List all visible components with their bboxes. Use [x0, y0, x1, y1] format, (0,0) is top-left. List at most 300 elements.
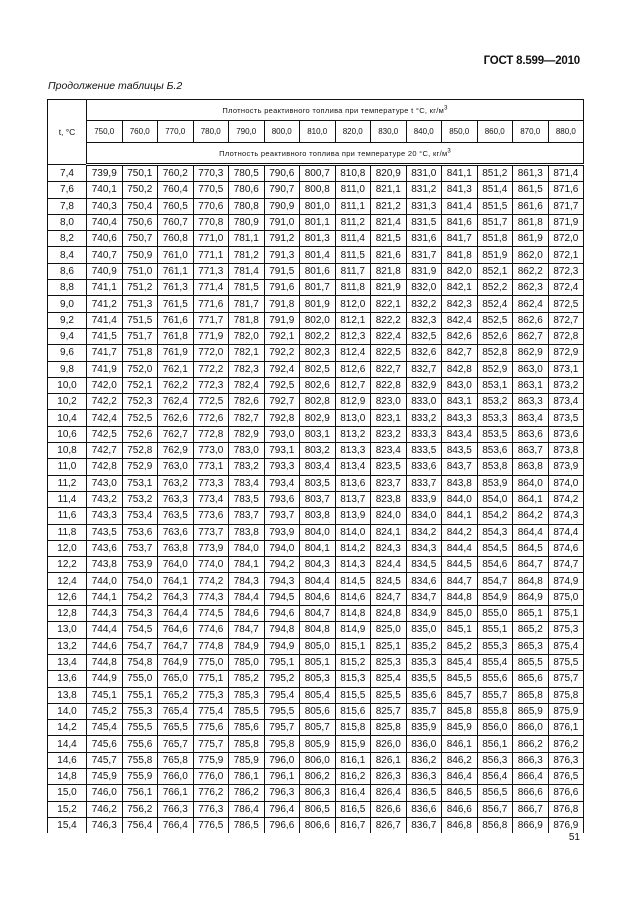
- density-cell: 841,6: [442, 214, 478, 230]
- table-row: [48, 165, 584, 182]
- density-cell: 741,1: [87, 280, 123, 296]
- density-cell: 811,1: [335, 198, 371, 214]
- density-cell: 740,1: [87, 182, 123, 198]
- density-cell: 823,4: [371, 443, 407, 459]
- density-cell: 764,7: [158, 638, 194, 654]
- density-cell: 843,4: [442, 426, 478, 442]
- density-cell: 802,3: [300, 345, 336, 361]
- temperature-cell: 7,6: [48, 182, 87, 198]
- density-cell: 811,4: [335, 231, 371, 247]
- density-cell: 790,6: [264, 165, 300, 182]
- density-cell: 740,4: [87, 214, 123, 230]
- top-span-header: [87, 100, 584, 121]
- density-cell: 861,9: [513, 231, 549, 247]
- density-cell: 770,6: [193, 198, 229, 214]
- density-cell: 845,4: [442, 654, 478, 670]
- density-cell: 793,6: [264, 491, 300, 507]
- density-cell: 792,1: [264, 328, 300, 344]
- density-cell: 796,6: [264, 817, 300, 833]
- density-cell: 842,8: [442, 361, 478, 377]
- density-cell: 834,2: [406, 524, 442, 540]
- density-cell: 802,8: [300, 394, 336, 410]
- density-cell: 835,7: [406, 703, 442, 719]
- density-cell: 753,1: [122, 475, 158, 491]
- density-cell: 851,7: [477, 214, 513, 230]
- density-cell: 843,0: [442, 377, 478, 393]
- density-cell: 783,5: [229, 491, 265, 507]
- density-cell: 844,1: [442, 508, 478, 524]
- density-cell: 846,4: [442, 768, 478, 784]
- density-cell: 824,0: [371, 508, 407, 524]
- density-cell: 763,3: [158, 491, 194, 507]
- density-cell: 755,3: [122, 703, 158, 719]
- temperature-cell: 13,0: [48, 622, 87, 638]
- density-cell: 831,9: [406, 263, 442, 279]
- density-cell: 846,5: [442, 785, 478, 801]
- density-cell: 823,7: [371, 475, 407, 491]
- density-cell: 742,5: [87, 426, 123, 442]
- density-cell: 855,8: [477, 703, 513, 719]
- density-cell: 745,4: [87, 720, 123, 736]
- density-cell: 775,6: [193, 720, 229, 736]
- density-cell: 866,6: [513, 785, 549, 801]
- density-cell: 774,8: [193, 638, 229, 654]
- density-cell: 764,6: [158, 622, 194, 638]
- density-cell: 793,1: [264, 443, 300, 459]
- density-cell: 876,5: [548, 768, 584, 784]
- density-cell: 876,2: [548, 736, 584, 752]
- density-cell: 783,7: [229, 508, 265, 524]
- density-cell: 825,4: [371, 671, 407, 687]
- density-cell: 791,2: [264, 231, 300, 247]
- density-cell: 755,0: [122, 671, 158, 687]
- density-cell: 851,4: [477, 182, 513, 198]
- density-cell: 745,2: [87, 703, 123, 719]
- temperature-cell: 13,4: [48, 654, 87, 670]
- density-cell: 863,3: [513, 394, 549, 410]
- table-row: [48, 671, 584, 687]
- density-cell: 781,8: [229, 312, 265, 328]
- density-cell: 740,9: [87, 263, 123, 279]
- density-cell: 852,5: [477, 312, 513, 328]
- density-cell: 794,6: [264, 606, 300, 622]
- density-cell: 815,9: [335, 736, 371, 752]
- bottom-span-header: [87, 143, 584, 165]
- density-cell: 802,9: [300, 410, 336, 426]
- temperature-cell: 11,8: [48, 524, 87, 540]
- density-cell: 785,9: [229, 752, 265, 768]
- density-cell: 872,3: [548, 263, 584, 279]
- density-cell: 815,6: [335, 703, 371, 719]
- density-cell: 795,5: [264, 703, 300, 719]
- density-cell: 782,1: [229, 345, 265, 361]
- density-cell: 742,4: [87, 410, 123, 426]
- density-cell: 835,3: [406, 654, 442, 670]
- density-cell: 782,0: [229, 328, 265, 344]
- density-cell: 772,3: [193, 377, 229, 393]
- density-cell: 804,6: [300, 589, 336, 605]
- density-cell: 833,7: [406, 475, 442, 491]
- density-cell: 826,4: [371, 785, 407, 801]
- density-cell: 764,1: [158, 573, 194, 589]
- density-cell: 746,0: [87, 785, 123, 801]
- density-cell: 833,9: [406, 491, 442, 507]
- density-cell: 774,6: [193, 622, 229, 638]
- density-cell: 793,0: [264, 426, 300, 442]
- density-cell: 761,5: [158, 296, 194, 312]
- density-cell: 765,7: [158, 736, 194, 752]
- temperature-cell: 15,0: [48, 785, 87, 801]
- density-cell: 760,8: [158, 231, 194, 247]
- table-row: [48, 785, 584, 801]
- table-row: [48, 377, 584, 393]
- density-cell: 845,7: [442, 687, 478, 703]
- density-cell: 835,2: [406, 638, 442, 654]
- density-cell: 844,7: [442, 573, 478, 589]
- table-row: [48, 687, 584, 703]
- density-cell: 811,8: [335, 280, 371, 296]
- density-cell: 813,7: [335, 491, 371, 507]
- density-cell: 773,1: [193, 459, 229, 475]
- density-cell: 765,8: [158, 752, 194, 768]
- density-cell: 771,9: [193, 328, 229, 344]
- document-code: ГОСТ 8.599—2010: [483, 55, 580, 67]
- density-cell: 754,7: [122, 638, 158, 654]
- density-cell: 745,7: [87, 752, 123, 768]
- density-cell: 782,4: [229, 377, 265, 393]
- density-cell: 744,9: [87, 671, 123, 687]
- density-cell: 862,3: [513, 280, 549, 296]
- table-row: [48, 345, 584, 361]
- temperature-cell: 14,0: [48, 703, 87, 719]
- density-cell: 875,9: [548, 703, 584, 719]
- density-cell: 801,6: [300, 263, 336, 279]
- nominal-density-header: 760,0: [122, 121, 158, 143]
- density-cell: 775,9: [193, 752, 229, 768]
- density-cell: 754,3: [122, 606, 158, 622]
- density-cell: 821,4: [371, 214, 407, 230]
- density-cell: 744,4: [87, 622, 123, 638]
- density-cell: 794,9: [264, 638, 300, 654]
- density-cell: 812,1: [335, 312, 371, 328]
- density-cell: 872,4: [548, 280, 584, 296]
- density-cell: 831,7: [406, 247, 442, 263]
- density-cell: 801,7: [300, 280, 336, 296]
- density-cell: 765,5: [158, 720, 194, 736]
- density-cell: 851,2: [477, 165, 513, 182]
- table-row: [48, 703, 584, 719]
- density-cell: 794,5: [264, 589, 300, 605]
- density-cell: 876,9: [548, 817, 584, 833]
- density-cell: 756,2: [122, 801, 158, 817]
- density-cell: 786,4: [229, 801, 265, 817]
- density-cell: 866,2: [513, 736, 549, 752]
- density-cell: 814,9: [335, 622, 371, 638]
- density-cell: 832,2: [406, 296, 442, 312]
- density-cell: 806,5: [300, 801, 336, 817]
- density-cell: 755,6: [122, 736, 158, 752]
- density-cell: 805,9: [300, 736, 336, 752]
- table-row: [48, 720, 584, 736]
- temperature-cell: 12,4: [48, 573, 87, 589]
- temperature-cell: 10,0: [48, 377, 87, 393]
- density-cell: 873,2: [548, 377, 584, 393]
- density-cell: 854,6: [477, 557, 513, 573]
- density-cell: 854,3: [477, 524, 513, 540]
- density-cell: 836,6: [406, 801, 442, 817]
- density-cell: 762,4: [158, 394, 194, 410]
- density-cell: 790,9: [264, 198, 300, 214]
- density-cell: 803,8: [300, 508, 336, 524]
- temperature-cell: 8,2: [48, 231, 87, 247]
- density-cell: 780,6: [229, 182, 265, 198]
- density-cell: 872,9: [548, 345, 584, 361]
- density-cell: 792,8: [264, 410, 300, 426]
- density-cell: 766,4: [158, 817, 194, 833]
- density-cell: 854,9: [477, 589, 513, 605]
- density-cell: 833,2: [406, 410, 442, 426]
- density-cell: 753,6: [122, 524, 158, 540]
- density-cell: 775,0: [193, 654, 229, 670]
- density-cell: 874,2: [548, 491, 584, 507]
- density-cell: 762,2: [158, 377, 194, 393]
- temperature-cell: 12,2: [48, 557, 87, 573]
- density-cell: 826,6: [371, 801, 407, 817]
- density-cell: 780,9: [229, 214, 265, 230]
- density-cell: 831,6: [406, 231, 442, 247]
- density-cell: 781,7: [229, 296, 265, 312]
- density-cell: 773,6: [193, 508, 229, 524]
- density-cell: 741,7: [87, 345, 123, 361]
- temperature-cell: 9,2: [48, 312, 87, 328]
- temperature-cell: 9,6: [48, 345, 87, 361]
- density-cell: 835,0: [406, 622, 442, 638]
- density-cell: 865,9: [513, 703, 549, 719]
- density-cell: 844,4: [442, 540, 478, 556]
- density-cell: 743,5: [87, 524, 123, 540]
- density-cell: 774,3: [193, 589, 229, 605]
- density-cell: 804,7: [300, 606, 336, 622]
- density-cell: 752,3: [122, 394, 158, 410]
- density-cell: 836,0: [406, 736, 442, 752]
- density-cell: 805,3: [300, 671, 336, 687]
- density-cell: 836,3: [406, 768, 442, 784]
- density-table: [47, 99, 584, 833]
- density-cell: 752,6: [122, 426, 158, 442]
- density-cell: 784,7: [229, 622, 265, 638]
- density-cell: 773,9: [193, 540, 229, 556]
- temperature-cell: 12,0: [48, 540, 87, 556]
- density-cell: 751,7: [122, 328, 158, 344]
- temperature-cell: 10,8: [48, 443, 87, 459]
- table-row: [48, 361, 584, 377]
- density-cell: 824,8: [371, 606, 407, 622]
- density-cell: 744,0: [87, 573, 123, 589]
- nominal-density-header: 820,0: [335, 121, 371, 143]
- temperature-cell: 13,2: [48, 638, 87, 654]
- density-cell: 754,5: [122, 622, 158, 638]
- density-cell: 845,9: [442, 720, 478, 736]
- density-cell: 866,9: [513, 817, 549, 833]
- density-cell: 803,5: [300, 475, 336, 491]
- density-cell: 753,7: [122, 540, 158, 556]
- density-cell: 831,0: [406, 165, 442, 182]
- density-cell: 772,8: [193, 426, 229, 442]
- density-cell: 743,0: [87, 475, 123, 491]
- density-cell: 871,6: [548, 182, 584, 198]
- table-row: [48, 475, 584, 491]
- density-cell: 802,2: [300, 328, 336, 344]
- density-cell: 825,7: [371, 703, 407, 719]
- density-cell: 761,3: [158, 280, 194, 296]
- density-cell: 766,1: [158, 785, 194, 801]
- density-cell: 864,4: [513, 524, 549, 540]
- density-cell: 843,1: [442, 394, 478, 410]
- density-cell: 872,7: [548, 312, 584, 328]
- density-cell: 816,4: [335, 785, 371, 801]
- density-cell: 794,3: [264, 573, 300, 589]
- density-cell: 805,0: [300, 638, 336, 654]
- page-number: 51: [568, 832, 580, 843]
- density-cell: 834,0: [406, 508, 442, 524]
- density-cell: 853,9: [477, 475, 513, 491]
- density-cell: 761,9: [158, 345, 194, 361]
- density-cell: 823,0: [371, 394, 407, 410]
- density-cell: 872,1: [548, 247, 584, 263]
- density-cell: 762,6: [158, 410, 194, 426]
- temperature-cell: 10,6: [48, 426, 87, 442]
- density-cell: 825,0: [371, 622, 407, 638]
- temperature-cell: 9,4: [48, 328, 87, 344]
- nominal-density-header: 790,0: [229, 121, 265, 143]
- density-cell: 773,7: [193, 524, 229, 540]
- density-cell: 770,3: [193, 165, 229, 182]
- density-cell: 752,0: [122, 361, 158, 377]
- density-cell: 874,3: [548, 508, 584, 524]
- density-cell: 854,2: [477, 508, 513, 524]
- density-cell: 773,3: [193, 475, 229, 491]
- density-cell: 835,5: [406, 671, 442, 687]
- density-cell: 874,9: [548, 573, 584, 589]
- table-row: [48, 328, 584, 344]
- density-cell: 863,7: [513, 443, 549, 459]
- table-row: [48, 443, 584, 459]
- density-cell: 760,2: [158, 165, 194, 182]
- density-cell: 776,3: [193, 801, 229, 817]
- density-cell: 822,4: [371, 328, 407, 344]
- density-cell: 784,6: [229, 606, 265, 622]
- density-cell: 775,4: [193, 703, 229, 719]
- density-cell: 865,8: [513, 687, 549, 703]
- density-cell: 750,2: [122, 182, 158, 198]
- density-cell: 824,5: [371, 573, 407, 589]
- density-cell: 784,0: [229, 540, 265, 556]
- density-cell: 755,8: [122, 752, 158, 768]
- table-row: [48, 606, 584, 622]
- density-cell: 770,5: [193, 182, 229, 198]
- density-cell: 763,2: [158, 475, 194, 491]
- density-cell: 803,1: [300, 426, 336, 442]
- density-cell: 783,0: [229, 443, 265, 459]
- density-cell: 821,9: [371, 280, 407, 296]
- density-cell: 740,3: [87, 198, 123, 214]
- density-cell: 791,9: [264, 312, 300, 328]
- density-cell: 781,1: [229, 231, 265, 247]
- density-cell: 815,8: [335, 720, 371, 736]
- density-cell: 785,8: [229, 736, 265, 752]
- temperature-cell: 12,6: [48, 589, 87, 605]
- density-cell: 793,3: [264, 459, 300, 475]
- density-cell: 832,9: [406, 377, 442, 393]
- density-cell: 825,1: [371, 638, 407, 654]
- density-cell: 863,4: [513, 410, 549, 426]
- density-cell: 784,9: [229, 638, 265, 654]
- table-row: [48, 198, 584, 214]
- density-cell: 750,9: [122, 247, 158, 263]
- density-cell: 796,1: [264, 768, 300, 784]
- density-cell: 875,7: [548, 671, 584, 687]
- density-cell: 803,7: [300, 491, 336, 507]
- density-cell: 855,1: [477, 622, 513, 638]
- density-cell: 744,6: [87, 638, 123, 654]
- density-cell: 751,8: [122, 345, 158, 361]
- density-cell: 874,6: [548, 540, 584, 556]
- density-cell: 831,5: [406, 214, 442, 230]
- density-cell: 862,6: [513, 312, 549, 328]
- table-row: [48, 801, 584, 817]
- density-cell: 813,6: [335, 475, 371, 491]
- density-cell: 825,5: [371, 687, 407, 703]
- density-cell: 841,4: [442, 198, 478, 214]
- density-cell: 813,9: [335, 508, 371, 524]
- density-cell: 773,4: [193, 491, 229, 507]
- density-cell: 853,2: [477, 394, 513, 410]
- density-cell: 752,5: [122, 410, 158, 426]
- density-cell: 823,1: [371, 410, 407, 426]
- density-cell: 861,3: [513, 165, 549, 182]
- density-cell: 754,0: [122, 573, 158, 589]
- density-cell: 746,2: [87, 801, 123, 817]
- density-cell: 825,3: [371, 654, 407, 670]
- density-cell: 815,5: [335, 687, 371, 703]
- density-cell: 874,7: [548, 557, 584, 573]
- density-cell: 822,8: [371, 377, 407, 393]
- temperature-cell: 15,2: [48, 801, 87, 817]
- density-cell: 751,0: [122, 263, 158, 279]
- density-cell: 741,2: [87, 296, 123, 312]
- density-cell: 842,3: [442, 296, 478, 312]
- temperature-cell: 11,6: [48, 508, 87, 524]
- density-cell: 852,2: [477, 280, 513, 296]
- density-cell: 744,8: [87, 654, 123, 670]
- density-cell: 875,1: [548, 606, 584, 622]
- density-cell: 775,7: [193, 736, 229, 752]
- density-cell: 842,7: [442, 345, 478, 361]
- nominal-density-header: 780,0: [193, 121, 229, 143]
- density-cell: 742,2: [87, 394, 123, 410]
- density-cell: 845,1: [442, 622, 478, 638]
- density-cell: 876,6: [548, 785, 584, 801]
- density-cell: 764,9: [158, 654, 194, 670]
- density-cell: 845,0: [442, 606, 478, 622]
- density-cell: 814,6: [335, 589, 371, 605]
- temperature-cell: 8,4: [48, 247, 87, 263]
- density-cell: 813,0: [335, 410, 371, 426]
- density-cell: 801,3: [300, 231, 336, 247]
- temperature-cell: 7,8: [48, 198, 87, 214]
- density-cell: 845,8: [442, 703, 478, 719]
- density-cell: 825,8: [371, 720, 407, 736]
